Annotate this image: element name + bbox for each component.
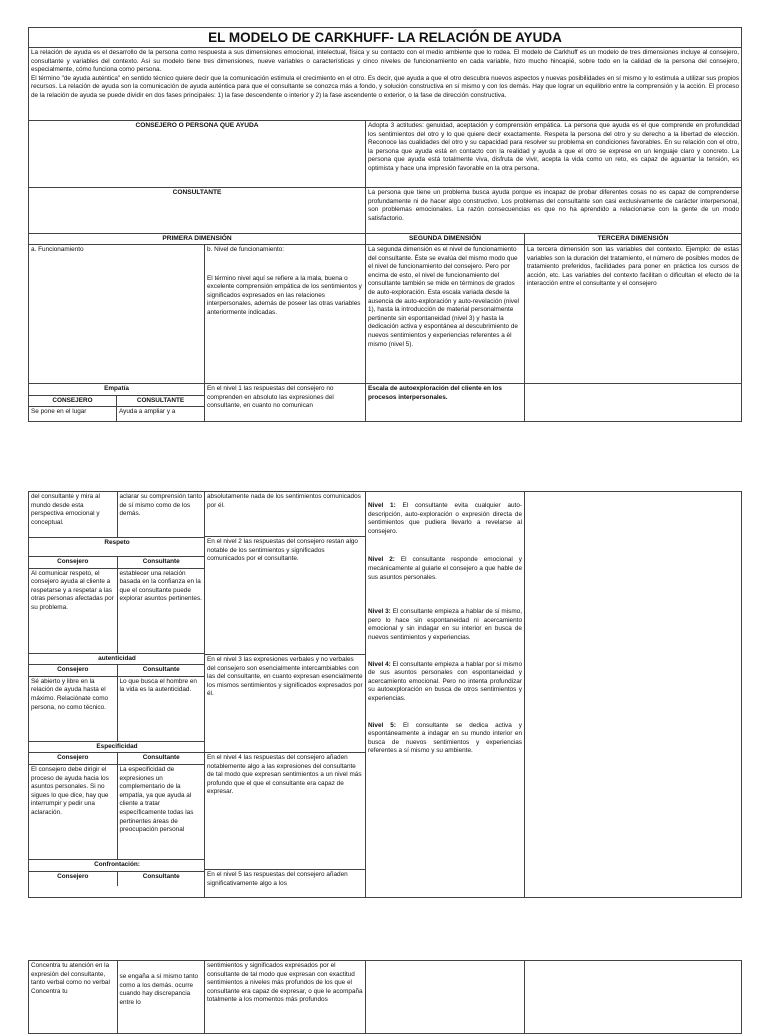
dimension-header-third: TERCERA DIMENSIÓN (525, 234, 742, 245)
empatia-consultante-cont: aclarar su comprensión tanto de sí mismo como de los demás. (117, 492, 205, 538)
dimension-1-subtable (29, 492, 205, 886)
empatia-cell (29, 384, 205, 422)
role-text-consultante: La persona que tiene un problema busca ayuda porque es incapaz de probar diferentes cosas no es capaz de comprenderse profundamente ni de hacer algo constructivo. Los problemas del consultante son casi exclusivamente de carácter interpersonal, son problemas emocionales. La razón consecuencias es que no ha aprendido a relacionarse con la gente de un modo satisfactorio. (366, 188, 742, 234)
dimension-header-second: SEGUNDA DIMENSIÓN (366, 234, 525, 245)
autenticidad-col-consultante: Consultante (117, 665, 205, 677)
respeto-header: Respeto (29, 538, 205, 557)
nivel-funcionamiento-cell (205, 245, 366, 384)
funcionamiento-label: a. Funcionamiento (31, 246, 84, 253)
especificidad-consejero-text: El consejero debe dirigir el proceso de ayuda hacia los asuntos personales. Si no sigues lo que dice, hay que interrumpir y pedir una aclaración. (29, 764, 117, 859)
confrontacion-header: Confrontación: (29, 859, 205, 871)
autoexploracion-level-5: Nivel 5: El consultante se dedica activa y espontáneamente a indagar en su mundo interior en busca de nuevos sentimientos y experiencias referentes a sí mismo y su ambiente. (368, 721, 523, 755)
empty-cell-third (525, 384, 742, 422)
respeto-col-consejero: Consejero (29, 557, 117, 569)
confrontacion-consejero-text: Concentra tu atención en la expresión del consultante, tanto verbal como no verbal Concentra tu (29, 961, 117, 1033)
nivel-funcionamiento-label: b. Nivel de funcionamiento: (207, 246, 285, 253)
empty-cell-third-2 (525, 492, 742, 898)
autoexploracion-level-2: Nivel 2: El consultante responde emocional y mecánicamente al guiarle el consejero a que hable de sus asuntos personales. (368, 556, 522, 581)
role-text-consejero: Adopta 3 actitudes: genuidad, aceptación y comprensión empática. La persona que ayuda es el que comprende en profundidad los sentimientos del otro y lo que quiere decir exactamente. Respeta la persona del otro y su derecho a la libertad de elección. Reconoce las cualidades del otro y su capacidad para resolver su problema en condiciones favorables. En su relación con el otro, la persona que ayuda está en contacto con la realidad y ayuda a que el otro se exprese en un lenguaje claro y concreto. La persona que ayuda está totalmente viva, disfruta de vivir, acepta la vida como un reto, es capaz de aguantar la tensión, es optimista y hace una impresión favorable en la otra persona. (366, 121, 742, 188)
role-label-consejero: CONSEJERO O PERSONA QUE AYUDA (29, 121, 366, 188)
confrontacion-col-consejero: Consejero (29, 871, 117, 886)
autoexploracion-level-4: Nivel 4: El consultante empieza a hablar por sí mismo de sus asuntos personales con espontaneidad y acercamiento emocional. Pero no intenta profundizar su autoexploración en busca de otros sentimientos y experiencias. (368, 660, 523, 702)
confrontacion-col-consultante: Consultante (117, 871, 205, 886)
respeto-consejero-text: Al comunicar respeto, el consejero ayuda al cliente a respetarse y a respetar a las otras personas afectadas por su problema. (29, 568, 117, 653)
empatia-col-consejero: CONSEJERO (29, 395, 117, 407)
funcionamiento-cell (29, 245, 205, 384)
page3-dim1 (29, 961, 205, 1034)
intro-paragraph-1: La relación de ayuda es el desarrollo de la persona como respuesta a sus dimensiones emocional, intelectual, física y su contacto con el medio ambiente que lo rodea. El modelo de Carkhuff es un modelo de tres dimensiones incluye al consejero, consultante y variables del contexto. Así su modelo tiene tres dimensiones, nueve variables o características y cinco niveles de funcionamiento en cada variable, hizo mucho hincapié, sobre todo en la calidad de la persona del consejero, especialmente, cómo funciona como persona. (31, 49, 740, 74)
autoexploracion-scale-title: Escala de autoexploración del cliente en los procesos interpersonales. (366, 384, 525, 422)
respeto-col-consultante: Consultante (117, 557, 205, 569)
nivel-1-cont: absolutamente nada de los sentimientos comunicados por él. (205, 492, 365, 537)
autenticidad-col-consejero: Consejero (29, 665, 117, 677)
document-page-1 (28, 27, 741, 441)
empatia-consejero-cont: del consultante y mira al mundo desde esta perspectiva emocional y conceptual. (29, 492, 117, 538)
role-label-consultante: CONSULTANTE (29, 188, 366, 234)
empatia-consultante-text: Ayuda a ampliar y a (117, 407, 205, 422)
intro-cell (29, 48, 742, 121)
empty-cell-p3-a (366, 961, 525, 1034)
autoexploracion-levels (366, 492, 525, 898)
intro-paragraph-2: El término "de ayuda auténtica" en sentido técnico quiere decir que la comunicación estimula el crecimiento en el otro. Es decir, que ayuda a que el otro descubra nuevos aspectos y nuevas posibilidades en sí mismo y lo estimula a utilizar sus propios recursos. La relación de ayuda son la comunicación de ayuda auténtica para que el consultante se conozca más a fondo, y solución constructiva en sí mismo y con los demás. Hay que lograr un equilibrio entre la comprensión y la acción. El proceso de la relación de ayuda se puede dividir en dos fases principales: 1) la fase descendente o interior y 2) la fase ascendente o exterior, o la fase de dirección constructiva. (31, 74, 740, 99)
respeto-consultante-text: establecer una relación basada en la confianza en la que el consultante puede explorar asuntos pertinentes. (117, 568, 205, 653)
carkhuff-table-top (28, 27, 742, 422)
confrontacion-consultante-text: se engaña a sí mismo tanto como a los demás. ocurre cuando hay discrepancia entre lo (117, 961, 205, 1033)
empty-cell-p3-b (525, 961, 742, 1034)
carkhuff-table-middle (28, 491, 742, 898)
dimension-header-first: PRIMERA DIMENSIÓN (29, 234, 366, 245)
nivel-5-text: En el nivel 5 las respuestas del consejero añaden significativamente algo a los (207, 871, 348, 887)
empatia-header: Empatía (29, 384, 204, 395)
autenticidad-header: autenticidad (29, 653, 205, 665)
page-title: EL MODELO DE CARKHUFF- LA RELACIÓN DE AYUDA (29, 28, 742, 48)
empatia-consejero-text: Se pone en el lugar (29, 407, 117, 422)
empatia-col-consultante: CONSULTANTE (117, 395, 205, 407)
nivel-4-text: En el nivel 4 las respuestas del consejero añaden notablemente algo a las expresiones del consultante de tal modo que expresan sentimientos a un nivel más profundo que el que el consultante era capaz de expresar. (205, 753, 365, 870)
nivel-5-cont: sentimientos y significados expresados por el consultante de tal modo que expresan con exactitud sentimientos a niveles más profundos de los que el consultante era capaz de expresar, o que le acompaña totalmente a los momentos más profundos (205, 961, 366, 1034)
document-page-2 (28, 491, 741, 898)
page3-subtable (29, 961, 205, 1033)
nivel-2-text: En el nivel 2 las respuestas del consejero restan algo notable de los sentimientos y significados comunicados por el consultante. (205, 537, 365, 655)
empatia-subtable (29, 384, 204, 421)
autenticidad-consultante-text: Lo que busca el hombre en la vida es la autenticidad. (117, 676, 205, 741)
segunda-dimension-text: La segunda dimensión es el nivel de funcionamiento del consultante. Éste se evalúa del mismo modo que el nivel de funcionamiento del consejero. Pero por encima de esto, el nivel de funcionamiento del consultante también se mide en términos de grados de auto-exploración. Esta escala variada desde la ausencia de auto-exploración y auto-revelación (nivel 1), hasta la introducción de material personalmente pertinente sin espontaneidad (nivel 3) y hasta la dedicación activa y espontánea al descubrimiento de nuevos sentimientos y experiencias referentes a él mismo (nivel 5). (366, 245, 525, 384)
nivel-3-text: En el nivel 3 las expresiones verbales y no verbales del consejero son esencialmente intercambiables con las del consultante, en cuanto expresan esencialmente los mismos sentimientos y significados expresados por él. (205, 655, 365, 753)
nivel-funcionamiento-text: El término nivel aquí se refiere a la mala, buena o excelente comprensión empática de los sentimientos y significados expresados en las relaciones interpersonales, además de poseer las otras variables anteriormente indicadas. (207, 274, 362, 316)
carkhuff-table-bottom (28, 960, 742, 1034)
document-page-3 (28, 960, 741, 1030)
especificidad-col-consejero: Consejero (29, 753, 117, 765)
nivel-column (205, 492, 366, 898)
autoexploracion-level-3: Nivel 3: El consultante empieza a hablar de sí mismo, pero lo hace sin espontaneidad ni acercamiento emocional y sin indagar en su interior en busca de nuevos sentimientos y experiencias. (368, 608, 523, 641)
autoexploracion-level-1: Nivel 1: El consultante evita cualquier auto-descripción, auto-exploración o expresión directa de sentimientos que pudiera llevarlo a revelarse al consejero. (368, 502, 523, 535)
especificidad-col-consultante: Consultante (117, 753, 205, 765)
autenticidad-consejero-text: Sé abierto y libre en la relación de ayuda hasta el máximo. Relaciónate como persona, no como técnico. (29, 676, 117, 741)
empatia-level-1: En el nivel 1 las respuestas del consejero no comprenden en absoluto las expresiones del consultante, en cuanto no comunican (205, 384, 366, 422)
especificidad-consultante-text: La especificidad de expresiones un complementario de la empatía, ya que ayuda al cliente a tratar específicamente todas las pertinentes áreas de preocupación personal (117, 764, 205, 859)
tercera-dimension-text: La tercera dimensión son las variables del contexto. Ejemplo: de estas variables son la duración del tratamiento, el número de posibles modos de tratamiento preferidos, facilidades para poner en práctica los cursos de acción, etc. Las variables del contexto facilitan o dificultan el efecto de la interacción entre el consultante y el consejero (525, 245, 742, 384)
especificidad-header: Especificidad (29, 741, 205, 753)
dimension-1-column (29, 492, 205, 898)
